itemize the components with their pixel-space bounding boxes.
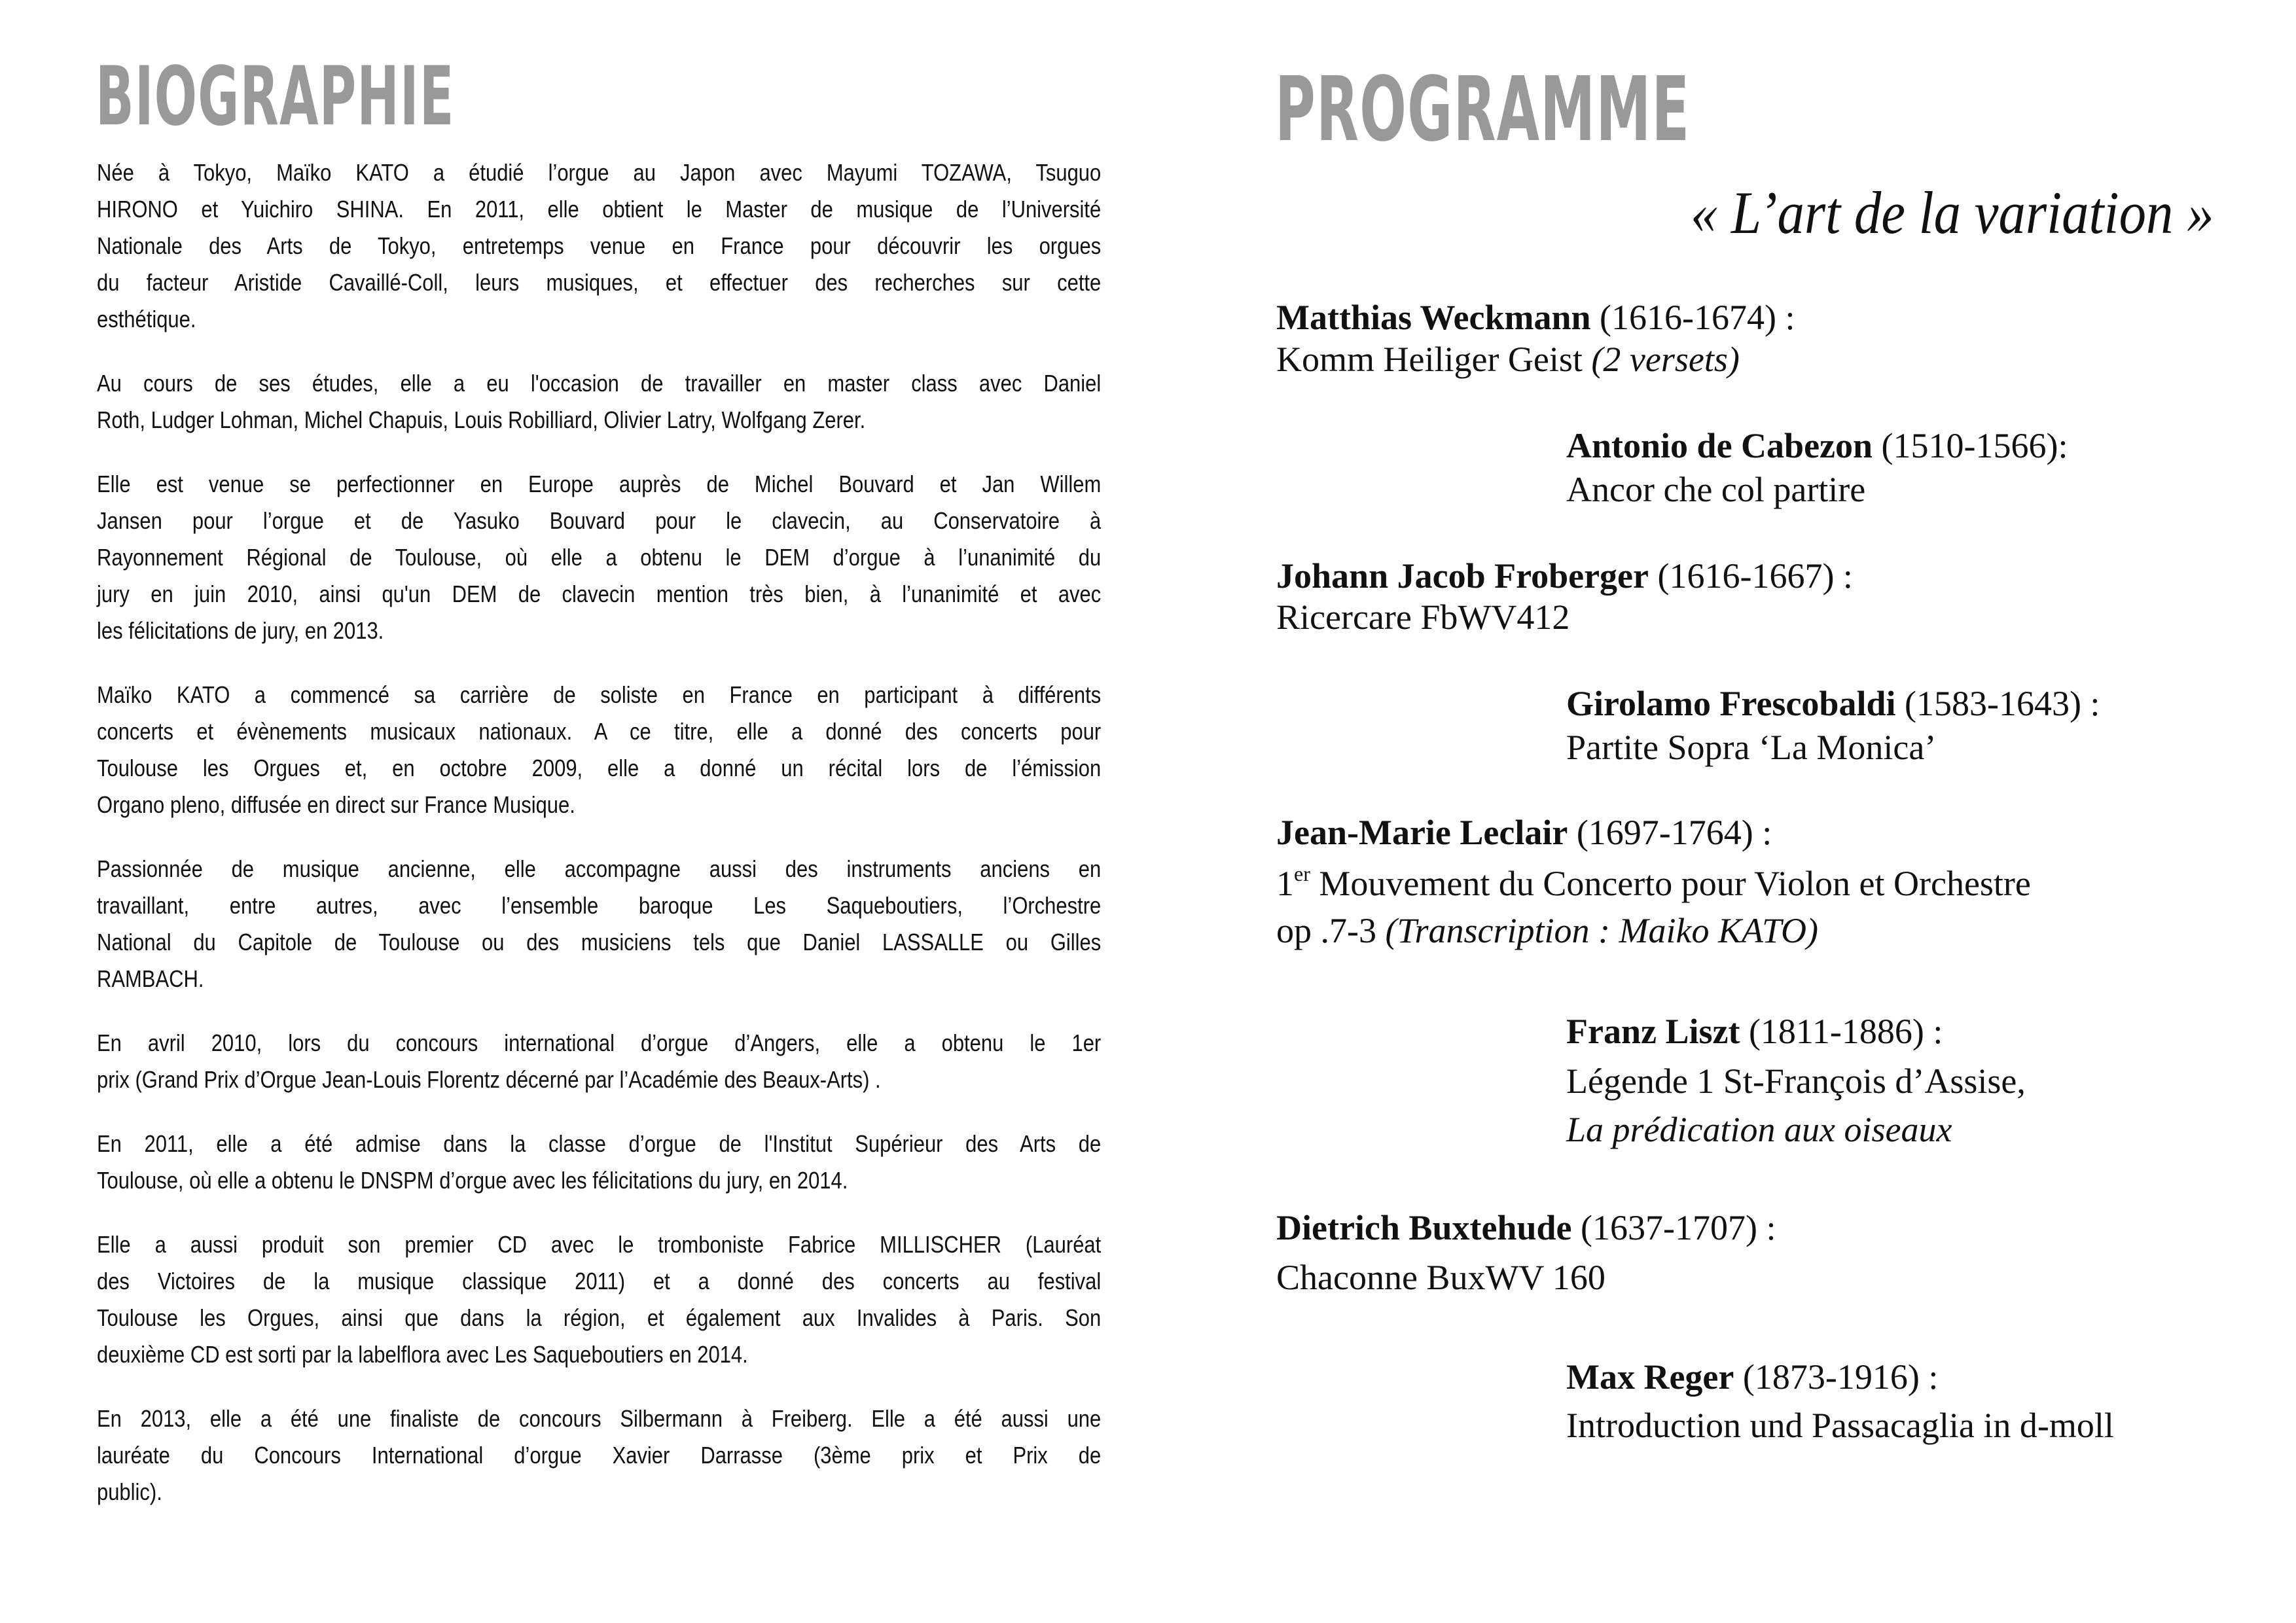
bio-line: Au cours de ses études, elle a eu l'occasion de travailler en master class avec Daniel <box>97 370 1102 397</box>
work-ordinal: 1 <box>1276 864 1294 903</box>
bio-line: HIRONO et Yuichiro SHINA. En 2011, elle obtient le Master de musique de l’Université <box>97 196 1102 223</box>
bio-line: Elle a aussi produit son premier CD avec le tromboniste Fabrice MILLISCHER (Lauréat <box>97 1231 1102 1258</box>
biography-heading: BIOGRAPHIE <box>96 50 455 144</box>
composer-name: Girolamo Frescobaldi <box>1566 684 1896 723</box>
programme-entry-composer <box>1276 554 1853 597</box>
programme-entry-composer <box>1566 424 2068 467</box>
composer-dates: (1616-1667) : <box>1648 556 1853 596</box>
bio-line: jury en juin 2010, ainsi qu'un DEM de clavecin mention très bien, à l’unanimité et avec <box>97 580 1102 607</box>
programme-entry-work <box>1566 1404 2114 1447</box>
composer-name: Dietrich Buxtehude <box>1276 1208 1572 1247</box>
bio-line: National du Capitole de Toulouse ou des musiciens tels que Daniel LASSALLE ou Gilles <box>97 929 1102 955</box>
programme-entry-work <box>1276 338 1740 381</box>
work-note: (Transcription : Maiko KATO) <box>1385 911 1819 950</box>
bio-line: les félicitations de jury, en 2013. <box>97 617 384 644</box>
bio-line: prix (Grand Prix d’Orgue Jean-Louis Florentz décerné par l’Académie des Beaux-Arts) . <box>97 1066 881 1093</box>
work-title: Légende 1 St-François d’Assise, <box>1566 1061 2026 1101</box>
programme-entry-composer <box>1276 296 1795 339</box>
programme-entry-composer <box>1276 811 1772 854</box>
bio-line: Elle est venue se perfectionner en Europe auprès de Michel Bouvard et Jan Willem <box>97 471 1102 497</box>
work-title: Mouvement du Concerto pour Violon et Orchestre <box>1310 864 2031 903</box>
programme-heading: PROGRAMME <box>1275 58 1691 162</box>
composer-dates: (1616-1674) : <box>1590 298 1795 337</box>
programme-entry-work <box>1566 468 1865 511</box>
work-title: Ancor che col partire <box>1566 470 1866 509</box>
composer-dates: (1583-1643) : <box>1895 684 2100 723</box>
bio-line: des Victoires de la musique classique 2011) et a donné des concerts au festival <box>97 1268 1102 1294</box>
programme-subtitle: « L’art de la variation » <box>1690 179 2214 246</box>
bio-line: Organo pleno, diffusée en direct sur France Musique. <box>97 791 575 818</box>
composer-name: Antonio de Cabezon <box>1566 426 1873 465</box>
composer-dates: (1510-1566): <box>1873 426 2068 465</box>
bio-line: RAMBACH. <box>97 965 204 992</box>
work-title: Chaconne BuxWV 160 <box>1276 1258 1605 1297</box>
programme-entry-composer <box>1566 1010 1943 1053</box>
bio-line: Toulouse les Orgues et, en octobre 2009, elle a donné un récital lors de l’émission <box>97 755 1102 781</box>
programme-entry-work <box>1276 596 1570 639</box>
programme-entry-work <box>1276 862 2031 905</box>
work-title-line2: op .7-3 <box>1276 911 1386 950</box>
bio-line: Passionnée de musique ancienne, elle accompagne aussi des instruments anciens en <box>97 855 1102 882</box>
bio-line: Maïko KATO a commencé sa carrière de soliste en France en participant à différents <box>97 681 1102 708</box>
bio-line: En 2011, elle a été admise dans la classe d’orgue de l'Institut Supérieur des Arts de <box>97 1130 1102 1157</box>
bio-line: du facteur Aristide Cavaillé-Coll, leurs musiques, et effectuer des recherches sur cette <box>97 269 1102 296</box>
composer-name: Franz Liszt <box>1566 1012 1740 1051</box>
work-title: Komm Heiliger Geist <box>1276 340 1592 379</box>
work-note: La prédication aux oiseaux <box>1566 1110 1952 1149</box>
bio-line: Née à Tokyo, Maïko KATO a étudié l’orgue au Japon avec Mayumi TOZAWA, Tsuguo <box>97 159 1102 186</box>
composer-dates: (1873-1916) : <box>1734 1357 1939 1397</box>
composer-dates: (1697-1764) : <box>1568 813 1772 852</box>
composer-name: Max Reger <box>1566 1357 1734 1397</box>
programme-entry-work <box>1566 726 1936 769</box>
work-note: (2 versets) <box>1591 340 1740 379</box>
bio-line: Nationale des Arts de Tokyo, entretemps venue en France pour découvrir les orgues <box>97 232 1102 259</box>
composer-name: Matthias Weckmann <box>1276 298 1591 337</box>
composer-dates: (1637-1707) : <box>1571 1208 1776 1247</box>
bio-line: Rayonnement Régional de Toulouse, où elle a obtenu le DEM d’orgue à l’unanimité du <box>97 544 1102 571</box>
composer-name: Johann Jacob Froberger <box>1276 556 1649 596</box>
programme-entry-work-continued <box>1276 909 1818 952</box>
bio-line: En 2013, elle a été une finaliste de concours Silbermann à Freiberg. Elle a été aussi une <box>97 1405 1102 1432</box>
work-ordinal-suffix: er <box>1294 862 1310 885</box>
bio-line: Toulouse, où elle a obtenu le DNSPM d’orgue avec les félicitations du jury, en 2014. <box>97 1167 848 1194</box>
bio-line: En avril 2010, lors du concours international d’orgue d’Angers, elle a obtenu le 1er <box>97 1029 1102 1056</box>
programme-entry-work <box>1566 1060 2026 1103</box>
bio-line: Roth, Ludger Lohman, Michel Chapuis, Louis Robilliard, Olivier Latry, Wolfgang Zerer. <box>97 406 866 433</box>
programme-entry-composer <box>1566 1355 1938 1399</box>
programme-entry-work-note <box>1566 1108 1952 1151</box>
work-title: Partite Sopra ‘La Monica’ <box>1566 728 1937 767</box>
programme-entry-work <box>1276 1256 1605 1299</box>
bio-line: travaillant, entre autres, avec l’ensemble baroque Les Saqueboutiers, l’Orchestre <box>97 892 1102 919</box>
bio-line: Jansen pour l’orgue et de Yasuko Bouvard pour le clavecin, au Conservatoire à <box>97 507 1102 534</box>
bio-line: public). <box>97 1478 162 1505</box>
bio-line: lauréate du Concours International d’orgue Xavier Darrasse (3ème prix et Prix de <box>97 1442 1102 1469</box>
programme-entry-composer <box>1566 682 2100 725</box>
bio-line: esthétique. <box>97 306 196 332</box>
bio-line: deuxième CD est sorti par la labelflora avec Les Saqueboutiers en 2014. <box>97 1341 748 1368</box>
bio-line: Toulouse les Orgues, ainsi que dans la région, et également aux Invalides à Paris. Son <box>97 1304 1102 1331</box>
composer-name: Jean-Marie Leclair <box>1276 813 1568 852</box>
work-title: Introduction und Passacaglia in d-moll <box>1566 1406 2114 1445</box>
bio-line: concerts et évènements musicaux nationaux. A ce titre, elle a donné des concerts pour <box>97 718 1102 745</box>
programme-entry-composer <box>1276 1206 1776 1249</box>
work-title: Ricercare FbWV412 <box>1276 597 1570 637</box>
composer-dates: (1811-1886) : <box>1740 1012 1943 1051</box>
